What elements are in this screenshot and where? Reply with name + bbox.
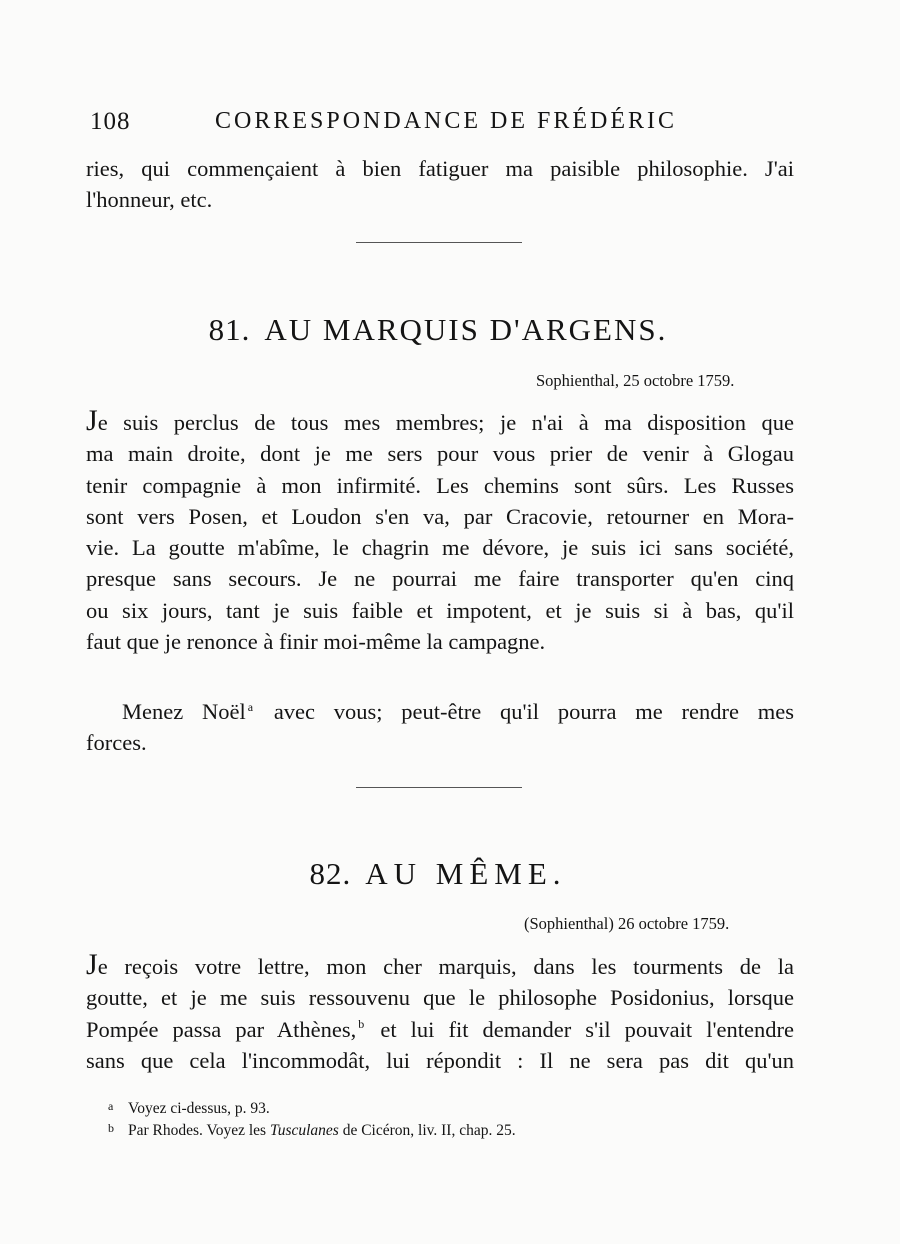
text-line: presque sans secours. Je ne pourrai me faire transporter qu'en cinq xyxy=(86,566,794,592)
footnote-mark: b xyxy=(108,1121,114,1135)
section-divider xyxy=(356,242,522,243)
text-line: tenir compagnie à mon infirmité. Les chemins sont sûrs. Les Russes xyxy=(86,472,794,498)
text-line: Menez Noël $^a$ avec vous; peut-être qu'il pourra me rendre mes xyxy=(122,699,795,724)
section-divider xyxy=(356,787,522,788)
continuation-paragraph xyxy=(86,153,794,216)
text-line: forces. xyxy=(86,730,147,756)
text-line: l'honneur, etc. xyxy=(86,187,213,213)
letter-82-dateline: (Sophienthal) 26 octobre 1759. xyxy=(524,914,730,933)
letter-number: 82. xyxy=(309,856,352,891)
letter-82-paragraph xyxy=(86,950,794,1076)
footnotes xyxy=(108,1098,516,1142)
text-line: ou six jours, tant je suis faible et impotent, et je suis si à bas, qu'il xyxy=(86,597,794,623)
drop-cap: J xyxy=(86,948,98,981)
letter-82-heading xyxy=(0,856,888,892)
letter-81-paragraph-1 xyxy=(86,406,794,657)
text-line: Je reçois votre lettre, mon cher marquis, dans les tourments de la xyxy=(86,948,794,981)
text-line: faut que je renonce à finir moi-même la campagne. xyxy=(86,629,546,655)
running-head: CORRESPONDANCE DE FRÉDÉRIC xyxy=(215,108,678,134)
text-line: ries, qui commençaient à bien fatiguer ma paisible philosophie. J'ai xyxy=(86,156,794,181)
footnote-reference[interactable]: a xyxy=(247,699,254,714)
text-line: goutte, et je me suis ressouvenu que le philosophe Posidonius, lorsque xyxy=(86,985,794,1011)
letter-81-heading xyxy=(0,312,888,348)
footnote-a: a Voyez ci-dessus, p. 93. xyxy=(108,1099,270,1117)
text-line: sans que cela l'incommodât, lui répondit : Il ne sera pas dit qu'un xyxy=(86,1047,794,1073)
letter-81-paragraph-2 xyxy=(86,696,794,759)
footnote-reference[interactable]: b xyxy=(358,1017,365,1032)
text-line: Pompée passa par Athènes, $^b$ et lui fit demander s'il pouvait l'entendre xyxy=(86,1016,795,1042)
text-line: sont vers Posen, et Loudon s'en va, par Cracovie, retourner en Mora- xyxy=(86,503,794,529)
footnote-mark: a xyxy=(108,1099,114,1113)
page-number: 108 xyxy=(90,108,131,135)
footnote-b: b Par Rhodes. Voyez les Tusculanes de Cicéron, liv. II, chap. 25. xyxy=(108,1121,516,1139)
text-line: vie. La goutte m'abîme, le chagrin me dévore, je suis ici sans société, xyxy=(86,535,794,561)
work-title: Tusculanes xyxy=(269,1122,339,1139)
letter-81-dateline: Sophienthal, 25 octobre 1759. xyxy=(536,371,735,390)
letter-number: 81. xyxy=(208,312,251,347)
letter-title: AU MÊME. xyxy=(365,856,567,891)
drop-cap: J xyxy=(86,404,98,437)
text-line: ma main droite, dont je me sers pour vous prier de venir à Glogau xyxy=(86,441,794,467)
text-line: Je suis perclus de tous mes membres; je n'ai à ma disposition que xyxy=(86,404,794,437)
letter-title: AU MARQUIS D'ARGENS. xyxy=(264,312,668,347)
